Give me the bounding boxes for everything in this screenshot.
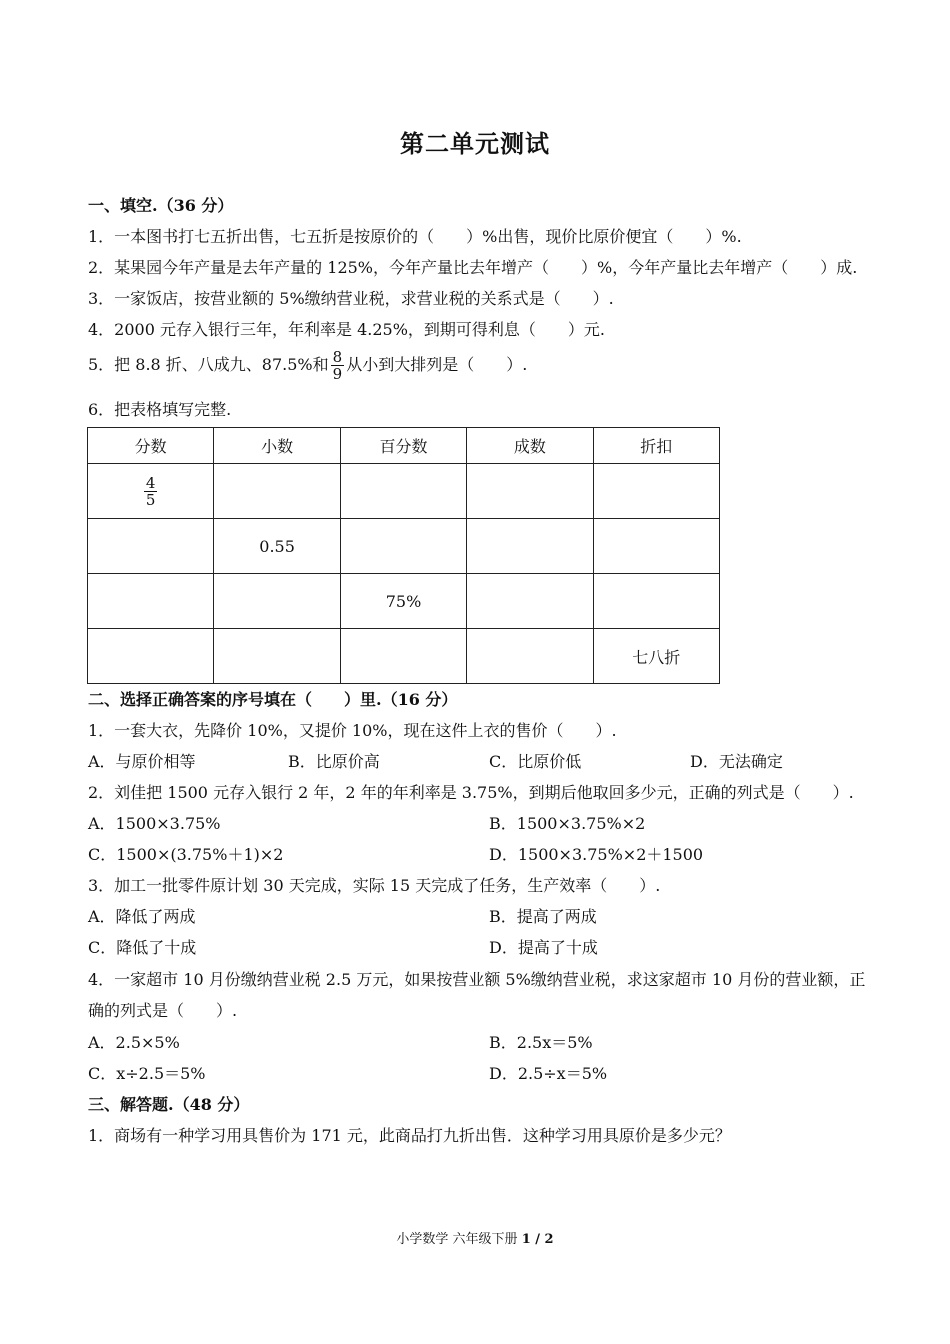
page-title: 第二单元测试: [400, 129, 550, 158]
table-cell-percent: 75%: [340, 574, 466, 629]
s2-q2-option-d: D．1500×3.75%×2＋1500: [489, 845, 704, 864]
table-header-row: [88, 428, 720, 464]
s2-q1-option-a: A．与原价相等: [88, 752, 196, 771]
table-row: [88, 464, 720, 519]
s3-question-1: 1．商场有一种学习用具售价为 171 元，此商品打九折出售．这种学习用具原价是多少元？: [88, 1126, 731, 1145]
table-cell-fraction: [88, 464, 214, 519]
s2-question-1: 1．一套大衣，先降价 10%，又提价 10%，现在这件上衣的售价（ ）.: [88, 721, 617, 740]
s2-q4-option-b: B．2.5x＝5%: [489, 1033, 593, 1052]
s2-q2-option-c: C．1500×(3.75%＋1)×2: [88, 845, 284, 864]
table-cell: [467, 574, 593, 629]
table-header-cell: 成数: [467, 428, 593, 464]
row1-fraction-numerator: 4: [145, 473, 156, 492]
table-header-cell: 折扣: [593, 428, 719, 464]
s1-question-4: 4．2000 元存入银行三年，年利率是 4.25%，到期可得利息（ ）元.: [88, 320, 605, 339]
row1-fraction: [144, 475, 158, 508]
s2-q1-option-c: C．比原价低: [489, 752, 582, 771]
table-cell: [593, 519, 719, 574]
s1-question-6: 6．把表格填写完整.: [88, 400, 232, 419]
table-cell: [88, 519, 214, 574]
table-cell-decimal: 0.55: [214, 519, 340, 574]
table-cell: [340, 519, 466, 574]
s2-q3-option-c: C．降低了十成: [88, 938, 197, 957]
section-3-heading: 三、解答题.（48 分）: [88, 1095, 250, 1114]
s2-q4-option-c: C．x÷2.5＝5%: [88, 1064, 206, 1083]
q5-text-after: 从小到大排列是（ ）.: [346, 355, 528, 374]
page-footer: [0, 1228, 950, 1247]
s2-q1-option-d: D．无法确定: [690, 752, 783, 771]
row1-fraction-denominator: 5: [145, 490, 156, 509]
s2-q3-option-b: B．提高了两成: [489, 907, 597, 926]
table-cell: [214, 629, 340, 684]
table-cell: [214, 574, 340, 629]
s2-q4-option-d: D．2.5÷x＝5%: [489, 1064, 608, 1083]
s1-question-3: 3．一家饭店，按营业额的 5%缴纳营业税，求营业税的关系式是（ ）.: [88, 289, 614, 308]
q5-fraction-denominator: 9: [332, 365, 343, 383]
section-2-heading: 二、选择正确答案的序号填在（ ）里.（16 分）: [88, 690, 458, 709]
table-cell: [467, 519, 593, 574]
s1-question-5: [88, 349, 527, 382]
page-number: 1 / 2: [521, 1232, 554, 1247]
s1-question-1: 1．一本图书打七五折出售，七五折是按原价的（ ）%出售，现价比原价便宜（ ）%.: [88, 227, 742, 246]
table-cell: [593, 464, 719, 519]
table-row: [88, 519, 720, 574]
s2-q3-option-d: D．提高了十成: [489, 938, 598, 957]
q5-text-before: 5．把 8.8 折、八成九、87.5%和: [88, 355, 329, 374]
table-row: [88, 574, 720, 629]
table-row: [88, 629, 720, 684]
s2-question-4-line-1: 4．一家超市 10 月份缴纳营业税 2.5 万元，如果按营业额 5%缴纳营业税，求这家超市 10 月份的营业额，正: [88, 970, 866, 989]
table-cell: [214, 464, 340, 519]
table-cell: [340, 629, 466, 684]
s1-question-2: 2．某果园今年产量是去年产量的 125%，今年产量比去年增产（ ）%，今年产量比去年增产（ ）成.: [88, 258, 858, 277]
s2-q4-option-a: A．2.5×5%: [88, 1033, 180, 1052]
table-cell-discount: 七八折: [593, 629, 719, 684]
q5-fraction-numerator: 8: [332, 348, 343, 366]
table-cell: [467, 629, 593, 684]
s2-question-2: 2．刘佳把 1500 元存入银行 2 年，2 年的年利率是 3.75%，到期后他取回多少元，正确的列式是（ ）.: [88, 783, 854, 802]
s2-q1-option-b: B．比原价高: [288, 752, 380, 771]
footer-text: 小学数学 六年级下册: [396, 1232, 518, 1247]
section-1-heading: 一、填空.（36 分）: [88, 196, 234, 215]
table-header-cell: 小数: [214, 428, 340, 464]
table-cell: [340, 464, 466, 519]
table-header-cell: 分数: [88, 428, 214, 464]
table-header-cell: 百分数: [340, 428, 466, 464]
s2-q2-option-b: B．1500×3.75%×2: [489, 814, 646, 833]
table-cell: [88, 629, 214, 684]
fill-table: [87, 427, 720, 684]
table-cell: [467, 464, 593, 519]
s2-question-3: 3．加工一批零件原计划 30 天完成，实际 15 天完成了任务，生产效率（ ）.: [88, 876, 661, 895]
s2-q3-option-a: A．降低了两成: [88, 907, 196, 926]
s2-q2-option-a: A．1500×3.75%: [88, 814, 221, 833]
q5-fraction: [331, 349, 345, 382]
table-cell: [88, 574, 214, 629]
s2-question-4-line-2: 确的列式是（ ）.: [88, 1001, 238, 1020]
table-cell: [593, 574, 719, 629]
